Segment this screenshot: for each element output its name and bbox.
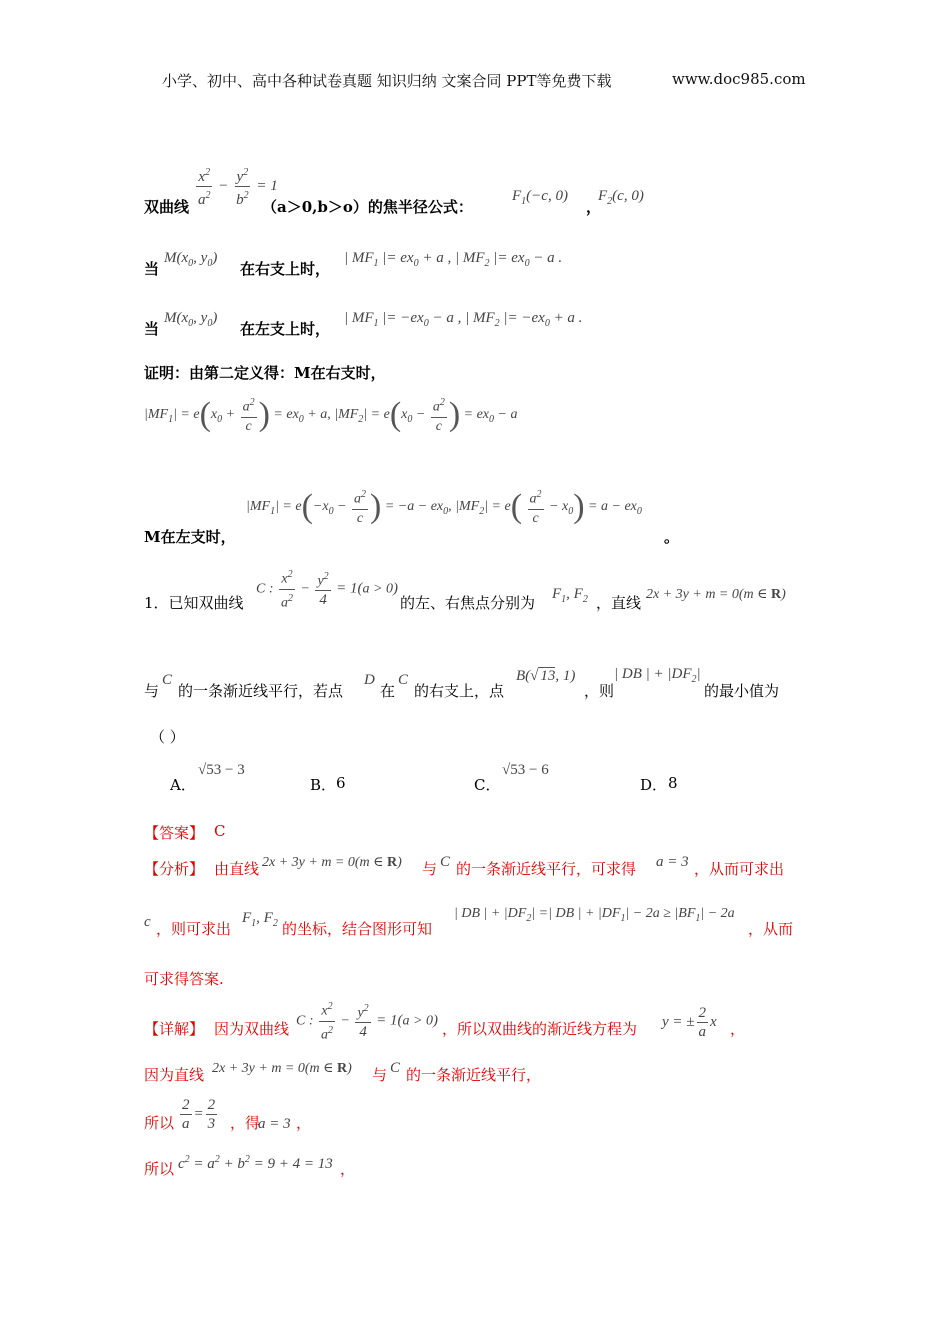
analysis-inequality: | DB | + $|DF_2|$ =| DB | + $|DF_1| - 2a \ge |BF_1| - 2a$ xyxy=(454,906,735,924)
right-branch-formula: | $MF_1$ |= $ex_0 + a$ , | $MF_2$ |= $ex_0 - a$ . xyxy=(344,250,563,269)
detail-l2a: 因为直线 xyxy=(144,1066,205,1084)
proof-right-formula: $|MF_1| = e(x_0$ + $\frac{a^2}{c}$ ) = $ex_0 + a$, $|MF_2| = e(x_0$ − $\frac{a^2}{c}$ ) = $ex_0 - a$ xyxy=(144,395,518,434)
foci-labels: $F_1$, $F_2$ xyxy=(552,586,588,605)
analysis-l1d: ，从而可求出 xyxy=(694,860,785,878)
detail-l3a: 所以 xyxy=(144,1114,175,1132)
symbol-c-4: C xyxy=(390,1060,401,1076)
detail-l1b: ，所以双曲线的渐近线方程为 xyxy=(442,1020,638,1038)
analysis-l3: 可求得答案. xyxy=(144,970,224,988)
analysis-a-value: a = 3 xyxy=(656,854,689,870)
analysis-l2c: ，从而 xyxy=(748,920,794,938)
detail-l4b: ， xyxy=(340,1160,356,1178)
symbol-c-3: C xyxy=(440,854,451,870)
detail-l1c: ， xyxy=(730,1020,746,1038)
symbol-c: C xyxy=(162,672,173,688)
question-number: 1．已知双曲线 xyxy=(144,594,244,612)
analysis-l2b: 的坐标，结合图形可知 xyxy=(282,920,433,938)
option-c-letter[interactable]: C． xyxy=(474,776,501,794)
question-part2: ，直线 xyxy=(596,594,642,612)
detail-l2b: 与 xyxy=(372,1066,388,1084)
symbol-d: D xyxy=(364,672,375,688)
detail-l3b: ，得 xyxy=(230,1114,261,1132)
question-part3-c: 在 xyxy=(380,682,396,700)
header-text: 小学、初中、高中各种试卷真题 知识归纳 文案合同 PPT等免费下载 xyxy=(162,72,612,90)
hyperbola-condition: （a＞0,b＞o）的焦半径公式： xyxy=(262,198,473,216)
right-branch-text: 在右支上时， xyxy=(240,260,331,278)
symbol-c-lower: c xyxy=(144,914,151,930)
ratio-eq: $\frac{2}{a}$ = $\frac{2}{3}$ xyxy=(182,1097,216,1132)
question-part3-a: 与 xyxy=(144,682,160,700)
proof-intro: 证明：由第二定义得：M在右支时， xyxy=(144,364,386,382)
header-url[interactable]: www.doc985.com xyxy=(672,70,806,88)
question-part3-f: 的最小值为 xyxy=(704,682,780,700)
left-proof-label: M在左支时， xyxy=(144,528,236,546)
analysis-l1b: 与 xyxy=(422,860,438,878)
analysis-l1a: 由直线 xyxy=(214,860,260,878)
focus-f1: $F_1(-c$, 0) xyxy=(512,188,568,207)
when-label-right: 当 xyxy=(144,260,160,278)
analysis-l1c: 的一条渐近线平行，可求得 xyxy=(456,860,637,878)
detail-l2c: 的一条渐近线平行， xyxy=(406,1066,542,1084)
point-m-left: $M(x_0$, $y_0$) xyxy=(164,310,218,329)
proof-left-formula: $|MF_1| = e(-x_0$ − $\frac{a^2}{c}$ ) = $-a - ex_0$, $|MF_2| = e$( $\frac{a^2}{c}$ − $x_0) = a - ex_0$ xyxy=(246,487,642,526)
point-b: B(√ 13, 1) xyxy=(516,668,576,684)
detail-l4a: 所以 xyxy=(144,1160,175,1178)
symbol-c-2: C xyxy=(398,672,409,688)
comma-sep: ， xyxy=(586,198,602,216)
question-part3-b: 的一条渐近线平行，若点 xyxy=(178,682,344,700)
analysis-l2a: ，则可求出 xyxy=(156,920,232,938)
option-a-value[interactable]: √53 − 3 xyxy=(198,762,245,778)
point-m-right: $M(x_0$, $y_0$) xyxy=(164,250,218,269)
c-squared-eq: $c^2 = a^2 + b^2 = 9 + 4 = 13$ xyxy=(178,1154,333,1172)
asymptote-eq: y = ± $\frac{2}{a}$ x xyxy=(662,1005,717,1040)
option-b-letter[interactable]: B． xyxy=(310,776,337,794)
line-equation: 2x + 3y + m = 0(m ∈ R) xyxy=(646,587,786,602)
left-branch-text: 在左支上时， xyxy=(240,320,331,338)
distance-sum: | DB | + $|DF_2|$ xyxy=(614,666,701,685)
analysis-line-eq: 2x + 3y + m = 0(m ∈ R) xyxy=(262,855,402,870)
hyperbola-equation: $\frac{x^2}{a^2}$ − $\frac{y^2}{b^2}$ = 1 xyxy=(194,164,278,209)
question-hyperbola: C : $\frac{x^2}{a^2}$ − $\frac{y^2}{4}$ = 1(a > 0) xyxy=(256,566,398,612)
detail-label: 【详解】 xyxy=(144,1020,205,1038)
analysis-foci: $F_1$, $F_2$ xyxy=(242,910,278,929)
answer-blank: （ ） xyxy=(150,728,185,746)
question-part1: 的左、右焦点分别为 xyxy=(400,594,536,612)
a-equals-3: a = 3 xyxy=(258,1116,291,1132)
option-d-value[interactable]: 8 xyxy=(668,774,678,792)
question-part3-e: ，则 xyxy=(584,682,615,700)
option-d-letter[interactable]: D． xyxy=(640,776,668,794)
when-label-left: 当 xyxy=(144,320,160,338)
option-c-value[interactable]: √53 − 6 xyxy=(502,762,549,778)
detail-l1a: 因为双曲线 xyxy=(214,1020,290,1038)
option-b-value[interactable]: 6 xyxy=(336,774,346,792)
detail-l3c: ， xyxy=(296,1114,312,1132)
period: 。 xyxy=(664,528,680,546)
hyperbola-label: 双曲线 xyxy=(144,198,190,216)
analysis-label: 【分析】 xyxy=(144,860,205,878)
answer-value: C xyxy=(214,822,226,840)
detail-line-eq: 2x + 3y + m = 0(m ∈ R) xyxy=(212,1061,352,1076)
detail-hyperbola: C : $\frac{x^2}{a^2}$ − $\frac{y^2}{4}$ = 1(a > 0) xyxy=(296,998,438,1044)
option-a-letter[interactable]: A． xyxy=(170,776,196,794)
focus-f2: $F_2(c$, 0) xyxy=(598,188,644,207)
answer-label: 【答案】 xyxy=(144,824,205,842)
left-branch-formula: | $MF_1$ |= $-ex_0 - a$ , | $MF_2$ |= $-ex_0 + a$ . xyxy=(344,310,583,329)
question-part3-d: 的右支上，点 xyxy=(414,682,505,700)
